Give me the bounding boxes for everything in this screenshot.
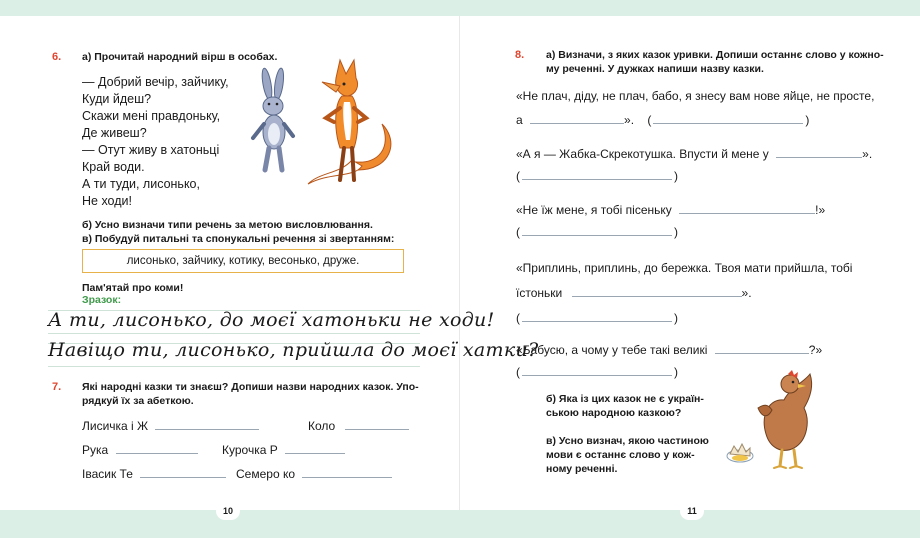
task-b-line: ською народною казкою? <box>546 407 682 419</box>
missing-word-field[interactable] <box>572 285 742 297</box>
exercise-8-task-line-2: му реченні. У дужках напиши назву казки. <box>546 63 764 75</box>
missing-word-field[interactable] <box>715 342 809 354</box>
excerpt-5-tale-row <box>516 364 678 380</box>
task-c-line: ному реченні. <box>546 463 618 475</box>
tale-item-label: Івасик Те <box>82 467 133 481</box>
sample-label: Зразок: <box>82 294 122 306</box>
exercise-7-task-line-1: Які народні казки ти знаєш? Допиши назви народних казок. Упо- <box>82 381 419 393</box>
exercise-7-task-line-2: рядкуй їх за абеткою. <box>82 395 194 407</box>
ruling-line <box>48 366 420 367</box>
hare-illustration <box>245 66 307 176</box>
missing-word-field[interactable] <box>776 146 862 158</box>
exercise-6-task-c: в) Побудуй питальні та спонукальні речення зі звертанням: <box>82 233 395 245</box>
sample-sentence-2: Навіщо ти, лисонько, прийшла до моєї хатки? <box>48 339 539 361</box>
paren: ( <box>516 365 520 379</box>
exercise-8-task-line-1: а) Визначи, з яких казок уривки. Допиши останнє слово у кожно- <box>546 49 884 61</box>
paren: ) <box>674 225 678 239</box>
excerpt-text: ». <box>862 147 873 161</box>
exercise-6-task-a: а) Прочитай народний вірш в особах. <box>82 51 278 63</box>
tale-item-label: Коло <box>308 419 336 433</box>
excerpt-4-tale-row <box>516 310 678 326</box>
paren: ) <box>674 365 678 379</box>
book-spine <box>459 16 460 510</box>
poem <box>82 74 229 210</box>
tale-name-field[interactable] <box>653 112 803 124</box>
tale-item <box>82 418 259 434</box>
tale-item-label: Рука <box>82 443 109 457</box>
paren: ( <box>516 169 520 183</box>
fox-illustration <box>300 52 400 194</box>
poem-line: Де живеш? <box>82 126 147 140</box>
poem-line: Край води. <box>82 160 145 174</box>
tale-name-field[interactable] <box>522 310 672 322</box>
excerpt-text: «Не їж мене, я тобі пісеньку <box>516 203 672 217</box>
missing-word-field[interactable] <box>530 112 624 124</box>
task-c-line: мови є останнє слово у кож- <box>546 449 695 461</box>
tale-item-label: Лисичка і Ж <box>82 419 149 433</box>
paren: ) <box>805 113 810 127</box>
poem-line: Куди йдеш? <box>82 92 152 106</box>
excerpt-3-tale-row <box>516 224 678 240</box>
excerpt-text: ». <box>624 113 635 127</box>
poem-line: Скажи мені правдоньку, <box>82 109 221 123</box>
words-box <box>82 249 404 273</box>
paren: ( <box>516 225 520 239</box>
task-c-line: в) Усно визнач, якою частиною <box>546 435 709 447</box>
excerpt-2-tale-row <box>516 168 678 184</box>
excerpt-5-line <box>516 342 822 358</box>
excerpt-text: їстоньки <box>516 286 563 300</box>
poem-line: — Отут живу в хатоньці <box>82 143 220 157</box>
tale-answer-field[interactable] <box>140 466 226 478</box>
excerpt-1-answer-row <box>516 112 809 128</box>
paren: ) <box>674 169 678 183</box>
tale-name-field[interactable] <box>522 364 672 376</box>
tale-answer-field[interactable] <box>155 418 259 430</box>
exercise-7-number: 7. <box>52 381 62 393</box>
tale-item-label: Курочка Р <box>222 443 278 457</box>
page-number-right: 11 <box>680 502 704 520</box>
excerpt-4-line-1: «Приплинь, приплинь, до бережка. Твоя мати прийшла, тобі <box>516 261 853 275</box>
exercise-6-number: 6. <box>52 51 62 63</box>
tale-answer-field[interactable] <box>345 418 409 430</box>
excerpt-text: ». <box>741 286 752 300</box>
tale-item-label: Семеро ко <box>236 467 296 481</box>
exercise-6-task-b: б) Усно визначи типи речень за метою висловлювання. <box>82 219 373 231</box>
excerpt-2-line <box>516 146 872 162</box>
tale-item <box>82 466 226 482</box>
missing-word-field[interactable] <box>679 202 815 214</box>
excerpt-text: ?» <box>808 343 823 357</box>
poem-line: А ти туди, лисонько, <box>82 177 200 191</box>
excerpt-4-line-2 <box>516 285 752 301</box>
tale-name-field[interactable] <box>522 224 672 236</box>
tale-answer-field[interactable] <box>116 442 198 454</box>
tale-item <box>82 442 198 458</box>
excerpt-text: а <box>516 113 523 127</box>
tale-answer-field[interactable] <box>302 466 392 478</box>
poem-line: — Добрий вечір, зайчику, <box>82 75 229 89</box>
page-number-left: 10 <box>216 502 240 520</box>
tale-name-field[interactable] <box>522 168 672 180</box>
paren: ( <box>516 311 520 325</box>
exercise-8-task-c <box>546 434 709 476</box>
excerpt-3-line <box>516 202 825 218</box>
hen-illustration <box>718 368 828 472</box>
sample-sentence-1: А ти, лисонько, до моєї хатоньки не ходи! <box>48 309 495 331</box>
excerpt-1-line-1: «Не плач, діду, не плач, бабо, я знесу вам нове яйце, не просте, <box>516 89 875 103</box>
remember-note: Пам'ятай про коми! <box>82 282 184 294</box>
tale-answer-field[interactable] <box>285 442 345 454</box>
paren: ( <box>647 113 652 127</box>
tale-item <box>308 418 409 434</box>
paren: ) <box>674 311 678 325</box>
exercise-8-task-b <box>546 392 704 420</box>
excerpt-text: «Бабусю, а чому у тебе такі великі <box>516 343 708 357</box>
exercise-8-number: 8. <box>515 49 525 61</box>
excerpt-text: «А я — Жабка-Скрекотушка. Впусти й мене у <box>516 147 769 161</box>
ruling-line <box>48 333 420 334</box>
words-list: лисонько, зайчику, котику, весонько, друже. <box>126 255 360 267</box>
tale-item <box>236 466 392 482</box>
excerpt-text: !» <box>815 203 826 217</box>
tale-item <box>222 442 345 458</box>
task-b-line: б) Яка із цих казок не є україн- <box>546 393 704 405</box>
poem-line: Не ходи! <box>82 194 132 208</box>
